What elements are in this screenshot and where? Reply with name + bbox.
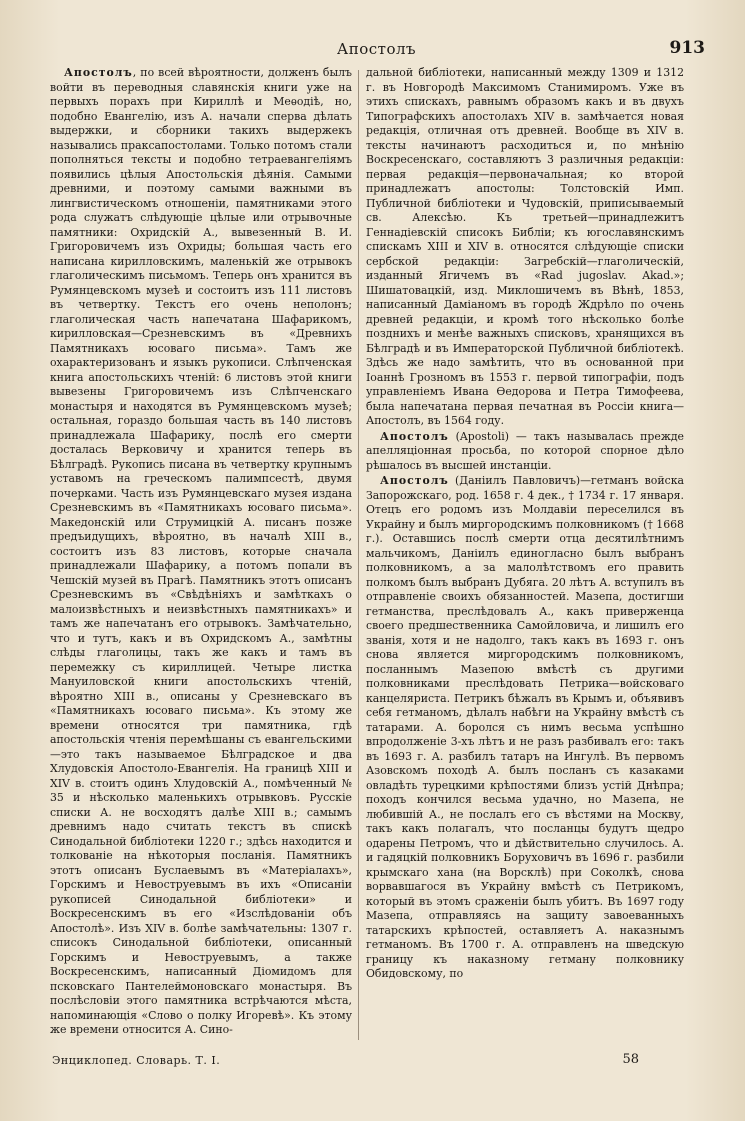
left-column	[50, 66, 352, 1041]
article-text: (Даніилъ Павловичъ)—гетманъ войска Запорожскаго, род. 1658 г. 4 дек., † 1734 г. 17 января. Отецъ его родомъ изъ Молдавіи переселился въ Украйну и былъ миргородскимъ полковникомъ († 1668 г.). Оставшись послѣ смерти отца десятилѣтнимъ мальчикомъ, Даніилъ единогласно былъ выбранъ полковникомъ, а за малолѣтствомъ его править полкомъ былъ выбранъ Дубяга. 20 лѣтъ А. вступилъ въ отправленіе своихъ обязанностей. Мазепа, достигши гетманства, преслѣдовалъ А., какъ приверженца своего предшественника Самойловича, и лишилъ его званія, хотя и не надолго, такъ какъ въ 1693 г. онъ снова является миргородскимъ полковникомъ, посланнымъ Мазепою вмѣстѣ съ другими полковниками преслѣдовать Петрика—войсковаго канцеляриста. Петрикъ бѣжалъ въ Крымъ и, объявивъ себя гетманомъ, дѣлалъ набѣги на Украйну вмѣстѣ съ татарами. А. боролся съ нимъ весьма успѣшно впродолженіе 3-хъ лѣтъ и не разъ разбивалъ его: такъ въ 1693 г. А. разбилъ татаръ на Ингулѣ. Въ первомъ Азовскомъ походѣ А. былъ посланъ съ казаками овладѣть турецкими крѣпостями близъ устій Днѣпра; походъ кончился весьма удачно, но Мазепа, не любившій А., не послалъ его съ вѣстями на Москву, такъ какъ полагалъ, что посланцы будутъ щедро одарены Петромъ, что и дѣйствительно случилось. А. и гадяцкій полковникъ Боруховичъ въ 1696 г. разбили крымскаго хана (на Ворсклѣ) при Соколкѣ, снова ворвавшагося въ Украйну вмѣстѣ съ Петрикомъ, который въ этомъ сраженіи былъ убитъ. Въ 1697 году Мазепа, отправляясь на защиту завоеванныхъ татарскихъ крѣпостей, оставляетъ А. наказнымъ гетманомъ. Въ 1700 г. А. отправленъ на шведскую границу къ наказному гетману полковнику Обидовскому, по	[366, 474, 684, 980]
sheet-number: 58	[622, 1052, 639, 1067]
signature-mark: Энциклопед. Словарь. Т. I.	[52, 1054, 221, 1067]
article-text: дальной библіотеки, написанный между 1309 и 1312 г. въ Новгородѣ Максимомъ Станимиромъ. Уже въ этихъ спискахъ, равнымъ образомъ какъ и въ двухъ Типографскихъ апостолахъ XIV в. замѣчается новая редакція, отличная отъ древней. Вообще въ XIV в. тексты начинаютъ расходиться и, по мнѣнію Воскресенскаго, составляютъ 3 различныя редакціи: первая редакція—первоначальная; ко второй принадлежатъ апостолы: Толстовскій Имп. Публичной библіотеки и Чудовскій, приписываемый св. Алексѣю. Къ третьей—принадлежитъ Геннадіевскій списокъ Библіи; къ югославянскимъ спискамъ XIII и XIV в. относятся слѣдующіе списки сербской редакціи: Загребскій—глаголическій, изданный Ягичемъ въ «Rad jugoslav. Akad.»; Шишатовацкій, изд. Миклошичемъ въ Вѣнѣ, 1853, написанный Даміаномъ въ городѣ Ждрѣло по очень древней редакціи, и кромѣ того нѣсколько болѣе позднихъ и менѣе важныхъ списковъ, хранящихся въ Бѣлградѣ и въ Императорской Публичной библіотекѣ. Здѣсь же надо замѣтить, что въ основанной при Іоаннѣ Грозномъ въ 1553 г. первой типографіи, подъ управленіемъ Ивана Ѳедорова и Петра Тимофеева, была напечатана первая печатная въ Россіи книга—Апостолъ, въ 1564 году.	[366, 66, 684, 427]
article-apostol-hetman	[366, 474, 684, 982]
article-apostoli	[366, 430, 684, 474]
headword: Апостолъ	[380, 474, 449, 487]
article-continuation	[366, 66, 684, 429]
running-title: Апостолъ	[336, 40, 417, 58]
right-column	[366, 66, 684, 1041]
page-number: 913	[669, 38, 705, 58]
headword: Апостолъ	[64, 66, 133, 79]
headword: Апостолъ	[380, 429, 449, 443]
page-header	[48, 38, 705, 62]
article-apostol-book	[50, 66, 352, 1038]
page-footer	[48, 1052, 705, 1072]
column-divider	[358, 70, 359, 1040]
article-text: (Apostoli) — такъ называлась прежде апелляціонная просьба, по которой спорное дѣло рѣшалось въ высшей инстанціи.	[366, 429, 684, 472]
article-text: , по всей вѣроятности, долженъ былъ войти въ переводныя славянскія книги уже на первыхъ порахъ при Кириллѣ и Меѳодіѣ, но, подобно Евангелію, изъ А. начали сперва дѣлать выдержки, и сборники такихъ выдержекъ назывались праксапостолами. Только потомъ стали пополняться тексты и подобно тетраевангеліямъ появились цѣлыя Апостольскія дѣянія. Самыми древними, и поэтому самыми важными въ лингвистическомъ отношеніи, памятниками этого рода служатъ слѣдующіе цѣлые или отрывочные памятники: Охридскій А., вывезенный В. И. Григоровичемъ изъ Охриды; большая часть его написана кирилловскимъ, маленькій же отрывокъ глаголическимъ письмомъ. Теперь онъ хранится въ Румянцевскомъ музеѣ и состоитъ изъ 111 листовъ въ четвертку. Текстъ его очень неполонъ; глаголическая часть напечатана Шафарикомъ, кирилловская—Срезневскимъ въ «Древнихъ Памятникахъ юсоваго письма». Тамъ же охарактеризованъ и языкъ рукописи. Слѣпченская книга апостольскихъ чтеній: 6 листовъ этой книги вывезены Григоровичемъ изъ Слѣпченскаго монастыря и находятся въ Румянцевскомъ музеѣ; остальная, гораздо большая часть въ 140 листовъ принадлежала Шафарику, послѣ его смерти досталась Верковичу и хранится теперь въ Бѣлградѣ. Рукопись писана въ четвертку крупнымъ уставомъ на греческомъ палимпсестѣ, двумя почерками. Часть изъ Румянцевскаго музея издана Срезневскимъ въ «Памятникахъ юсоваго письма». Македонскій или Струмицкій А. писанъ позже предъидущихъ, вѣроятно, въ началѣ XIII в., состоитъ изъ 83 листовъ, которые сначала принадлежали Шафарику, а потомъ попали въ Чешскій музей въ Прагѣ. Памятникъ этотъ описанъ Срезневскимъ въ «Свѣдѣніяхъ и замѣткахъ о малоизвѣстныхъ и неизвѣстныхъ памятникахъ» и тамъ же напечатанъ его отрывокъ. Замѣчательно, что и тутъ, какъ и въ Охридскомъ А., замѣтны слѣды глаголицы, такъ же какъ и тамъ въ перемежку съ кириллицей. Четыре листка Мануиловской книги апостольскихъ чтеній, вѣроятно XIII в., описаны у Срезневскаго въ «Памятникахъ юсоваго письма». Къ этому же времени относятся три памятника, гдѣ апостольскія чтенія перемѣшаны съ евангельскими—это такъ называемое Бѣлградское и два Хлудовскія Апостоло-Евангелія. На границѣ XIII и XIV в. стоитъ одинъ Хлудовскій А., помѣченный № 35 и нѣсколько маленькихъ отрывковъ. Русскіе списки А. не восходятъ далѣе XIII в.; самымъ древнимъ надо считать текстъ въ спискѣ Синодальной библіотеки 1220 г.; здѣсь находится и толкованіе на нѣкоторыя посланія. Памятникъ этотъ описанъ Буслаевымъ въ «Матеріалахъ», Горскимъ и Невоструевымъ въ ихъ «Описаніи рукописей Синодальной библіотеки» и Воскресенскимъ въ его «Изслѣдованіи объ Апостолѣ». Изъ XIV в. болѣе замѣчательны: 1307 г. списокъ Синодальной библіотеки, описанный Горскимъ и Невоструевымъ, а также Воскресенскимъ, написанный Діомидомъ для псковскаго Пантелеймоновскаго монастыря. Въ послѣсловіи этого памятника встрѣчаются мѣста, напоминающія «Слово о полку Игоревѣ». Къ этому же времени относится А. Сино-	[50, 66, 352, 1036]
